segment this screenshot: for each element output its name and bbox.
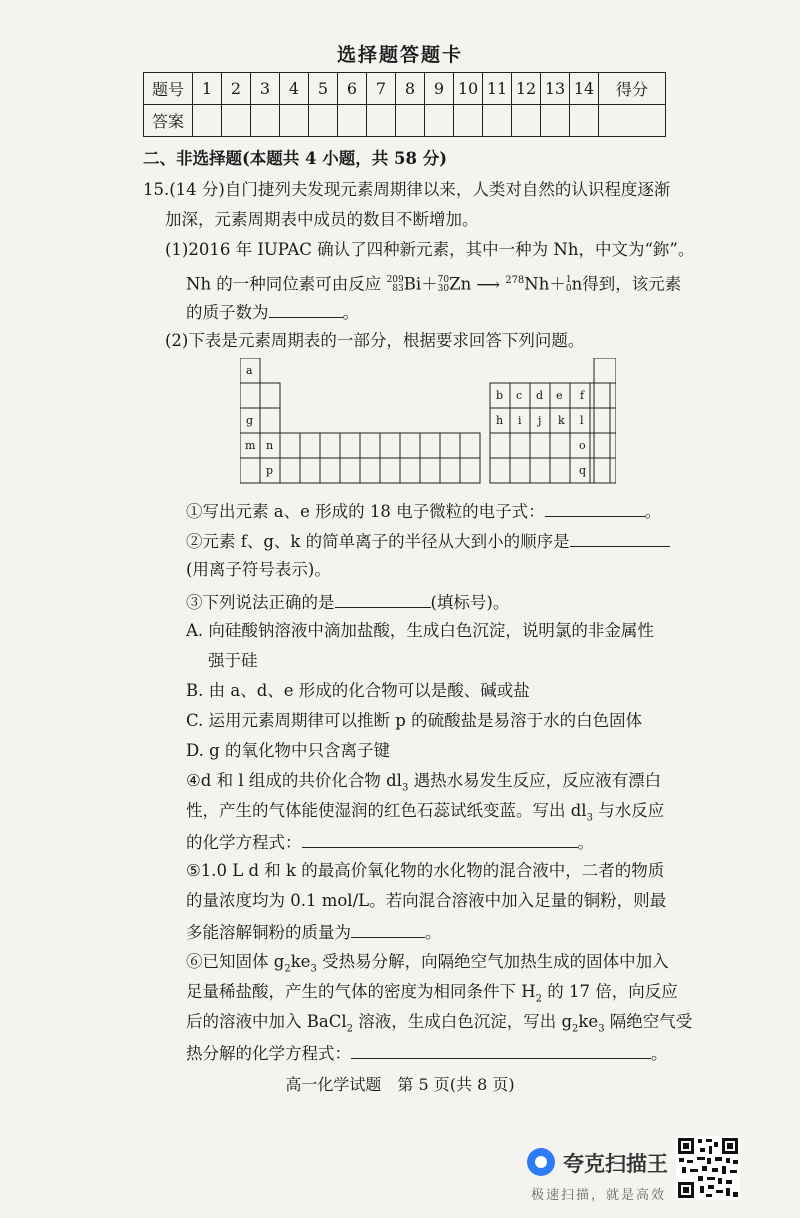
atomic-number: 0 xyxy=(565,284,572,294)
qr-code-icon xyxy=(676,1136,740,1200)
nuclide-notation xyxy=(387,276,404,294)
question-text: 足量稀盐酸，产生的气体的密度为相同条件下 H xyxy=(186,982,536,1001)
mass-number: 278 xyxy=(505,275,525,286)
table-cell xyxy=(490,458,510,483)
answer-blank[interactable] xyxy=(570,530,670,547)
question-text: 隔绝空气受 xyxy=(604,1012,693,1031)
table-cell xyxy=(320,433,340,458)
table-cell xyxy=(360,458,380,483)
answer-input-cell[interactable] xyxy=(280,105,309,137)
table-row xyxy=(144,73,666,105)
table-cell xyxy=(590,383,610,408)
subscript: 3 xyxy=(598,1023,605,1035)
table-cell: 9 xyxy=(425,73,454,105)
question-text: 多能溶解铜粉的质量为 xyxy=(186,923,351,942)
element-symbol: Zn xyxy=(449,274,472,294)
table-cell: 10 xyxy=(454,73,483,105)
table-cell xyxy=(420,433,440,458)
question-line xyxy=(186,530,670,552)
table-cell: 得分 xyxy=(599,73,666,105)
answer-input-cell[interactable] xyxy=(483,105,512,137)
question-line xyxy=(186,771,661,798)
table-cell xyxy=(594,408,616,433)
table-cell xyxy=(340,458,360,483)
question-text: 。 xyxy=(644,502,662,521)
question-text: ③下列说法正确的是 xyxy=(186,593,335,612)
score-cell[interactable] xyxy=(599,105,666,137)
table-cell xyxy=(400,458,420,483)
question-text: 15.(14 分)自门捷列夫发现元素周期律以来，人类对自然的认识程度逐渐 xyxy=(143,180,671,199)
question-text: (1)2016 年 IUPAC 确认了四种新元素，其中一种为 Nh，中文为“鉨”。 xyxy=(165,240,695,259)
question-line xyxy=(186,952,669,979)
answer-card-title: 选择题答题卡 xyxy=(336,44,463,66)
question-line xyxy=(186,1012,692,1039)
element-label: h xyxy=(496,414,504,427)
table-cell: 8 xyxy=(396,73,425,105)
option-a: A. 向硅酸钠溶液中滴加盐酸，生成白色沉淀，说明氯的非金属性 xyxy=(186,621,654,640)
answer-input-cell[interactable] xyxy=(396,105,425,137)
element-label: d xyxy=(536,389,544,402)
table-cell: 14 xyxy=(570,73,599,105)
page-footer: 高一化学试题 第 5 页(共 8 页) xyxy=(285,1075,515,1094)
table-cell: 3 xyxy=(251,73,280,105)
element-label: l xyxy=(580,414,584,427)
question-text: Nh 的一种同位素可由反应 xyxy=(186,274,387,294)
table-cell: 12 xyxy=(512,73,541,105)
table-cell xyxy=(380,433,400,458)
question-text: ke xyxy=(290,952,311,971)
answer-card-table xyxy=(143,72,666,137)
question-line xyxy=(186,500,661,522)
element-label: b xyxy=(496,389,504,402)
answer-input-cell[interactable] xyxy=(222,105,251,137)
table-cell xyxy=(510,458,530,483)
table-cell xyxy=(530,433,550,458)
periodic-table-fragment xyxy=(240,358,616,484)
table-cell: 题号 xyxy=(144,73,193,105)
table-cell: 答案 xyxy=(144,105,193,137)
table-cell: 11 xyxy=(483,73,512,105)
table-cell xyxy=(590,433,610,458)
reaction-arrow: ⟶ xyxy=(476,274,501,294)
question-line xyxy=(186,301,359,323)
question-text: 得到，该元素 xyxy=(582,274,682,294)
question-text: ⑥已知固体 g xyxy=(186,952,285,971)
question-text: ⑤1.0 L d 和 k 的最高价氧化物的水化物的混合液中，二者的物质 xyxy=(186,861,665,880)
element-label: g xyxy=(246,414,254,427)
table-cell: 13 xyxy=(541,73,570,105)
question-line xyxy=(186,1042,668,1064)
table-cell xyxy=(590,408,610,433)
table-cell xyxy=(594,433,616,458)
table-cell xyxy=(530,458,550,483)
element-label: q xyxy=(579,464,587,477)
question-text: 加深，元素周期表中成员的数目不断增加。 xyxy=(165,210,479,229)
question-text: 的 17 倍，向反应 xyxy=(542,982,678,1001)
element-label: n xyxy=(266,439,274,452)
table-cell xyxy=(380,458,400,483)
question-text: 。 xyxy=(425,923,442,942)
table-cell xyxy=(510,433,530,458)
answer-blank[interactable] xyxy=(545,500,645,517)
table-cell xyxy=(340,433,360,458)
answer-input-cell[interactable] xyxy=(251,105,280,137)
question-text: 的量浓度均为 0.1 mol/L。若向混合溶液中加入足量的铜粉，则最 xyxy=(186,891,667,910)
element-symbol: Bi xyxy=(403,274,422,294)
table-cell xyxy=(594,458,616,483)
question-text: 性，产生的气体能使湿润的红色石蕊试纸变蓝。写出 dl xyxy=(186,801,587,820)
mass-number: 209 xyxy=(386,275,404,285)
question-line xyxy=(186,591,509,613)
answer-blank[interactable] xyxy=(269,301,343,318)
table-cell: 5 xyxy=(309,73,338,105)
question-text: 。 xyxy=(342,303,359,322)
answer-blank[interactable] xyxy=(302,831,578,848)
question-text: 的化学方程式： xyxy=(186,833,302,852)
table-cell: 1 xyxy=(193,73,222,105)
nuclide-notation xyxy=(438,276,449,294)
element-label: p xyxy=(266,464,274,477)
element-label: i xyxy=(518,414,522,427)
answer-blank[interactable] xyxy=(351,921,425,938)
table-cell xyxy=(550,433,570,458)
element-label: j xyxy=(538,414,542,427)
element-label: a xyxy=(246,364,253,377)
question-text: 与水反应 xyxy=(592,801,665,820)
question-text: (2)下表是元素周期表的一部分，根据要求回答下列问题。 xyxy=(165,331,585,350)
subscript: 2 xyxy=(572,1023,579,1035)
question-text: 的质子数为 xyxy=(186,303,269,322)
table-cell xyxy=(300,433,320,458)
question-text: ke xyxy=(578,1012,599,1031)
answer-input-cell[interactable] xyxy=(309,105,338,137)
option-b: B. 由 a、d、e 形成的化合物可以是酸、碱或盐 xyxy=(186,681,530,700)
subscript: 3 xyxy=(401,782,409,794)
element-label: o xyxy=(579,439,586,452)
subscript: 3 xyxy=(586,812,593,824)
table-cell: 4 xyxy=(280,73,309,105)
quark-logo-icon xyxy=(527,1148,555,1176)
table-cell: 6 xyxy=(338,73,367,105)
question-text: 。 xyxy=(651,1044,668,1063)
table-cell xyxy=(300,458,320,483)
question-text: 后的溶液中加入 BaCl xyxy=(186,1012,347,1031)
answer-blank[interactable] xyxy=(335,591,431,608)
table-cell xyxy=(594,383,616,408)
answer-blank[interactable] xyxy=(351,1042,651,1059)
mass-number: 1 xyxy=(565,275,572,285)
table-cell xyxy=(590,458,610,483)
question-text: 。 xyxy=(577,833,594,852)
element-label: m xyxy=(245,439,256,452)
option-c: C. 运用元素周期律可以推断 p 的硫酸盐是易溶于水的白色固体 xyxy=(186,711,643,730)
table-cell xyxy=(280,433,300,458)
table-cell xyxy=(460,433,480,458)
nuclear-reaction-line: Nh 的一种同位素可由反应 209 83Bi＋70 30Zn ⟶ $^{278}$Nh＋1 0n得到，该元素 xyxy=(186,274,682,294)
question-text: ②元素 f、g、k 的简单离子的半径从大到小的顺序是 xyxy=(186,532,570,551)
answer-input-cell[interactable] xyxy=(454,105,483,137)
element-symbol: Nh xyxy=(524,274,550,294)
table-cell xyxy=(550,458,570,483)
element-label: k xyxy=(558,414,565,427)
question-line xyxy=(186,801,664,828)
table-cell xyxy=(360,433,380,458)
question-text: 遇热水易发生反应，反应液有漂白 xyxy=(408,771,662,790)
element-symbol: n xyxy=(571,274,583,294)
table-cell xyxy=(440,433,460,458)
question-line xyxy=(186,831,594,853)
table-cell xyxy=(440,458,460,483)
answer-input-cell[interactable] xyxy=(338,105,367,137)
question-line xyxy=(186,982,678,1009)
question-line xyxy=(186,921,442,943)
answer-input-cell[interactable] xyxy=(570,105,599,137)
table-cell xyxy=(320,458,340,483)
element-label: e xyxy=(556,389,563,402)
table-cell xyxy=(594,358,616,383)
option-d: D. g 的氧化物中只含离子键 xyxy=(186,741,390,760)
watermark-slogan: 极速扫描，就是高效 xyxy=(531,1188,667,1203)
watermark-name: 夸克扫描王 xyxy=(563,1152,668,1176)
answer-input-cell[interactable] xyxy=(425,105,454,137)
table-cell xyxy=(280,458,300,483)
mass-number: 70 xyxy=(437,275,450,285)
section-heading: 二、非选择题(本题共 4 小题，共 58 分) xyxy=(143,149,448,168)
table-cell xyxy=(490,433,510,458)
atomic-number: 83 xyxy=(392,284,404,294)
table-cell xyxy=(420,458,440,483)
question-text: ①写出元素 a、e 形成的 18 电子微粒的电子式： xyxy=(186,502,545,521)
answer-input-cell[interactable] xyxy=(541,105,570,137)
table-cell: 2 xyxy=(222,73,251,105)
subscript: 2 xyxy=(535,993,543,1005)
question-text: 热分解的化学方程式： xyxy=(186,1044,351,1063)
table-cell xyxy=(460,458,480,483)
question-text: (填标号)。 xyxy=(430,593,510,612)
subscript: 2 xyxy=(284,963,291,975)
question-text: 受热易分解，向隔绝空气加热生成的固体中加入 xyxy=(316,952,669,971)
subscript: 2 xyxy=(346,1023,353,1035)
question-text: 溶液，生成白色沉淀，写出 g xyxy=(352,1012,573,1031)
element-label: c xyxy=(516,389,523,402)
table-cell: 7 xyxy=(367,73,396,105)
question-text: ④d 和 l 组成的共价化合物 dl xyxy=(186,771,402,790)
atomic-number: 30 xyxy=(437,284,450,294)
subscript: 3 xyxy=(310,963,317,975)
element-label: f xyxy=(580,389,585,402)
table-row xyxy=(144,105,666,137)
answer-input-cell[interactable] xyxy=(367,105,396,137)
answer-input-cell[interactable] xyxy=(512,105,541,137)
option-a-cont: 强于硅 xyxy=(208,651,258,670)
question-text: (用离子符号表示)。 xyxy=(186,560,331,579)
answer-input-cell[interactable] xyxy=(193,105,222,137)
table-cell xyxy=(400,433,420,458)
